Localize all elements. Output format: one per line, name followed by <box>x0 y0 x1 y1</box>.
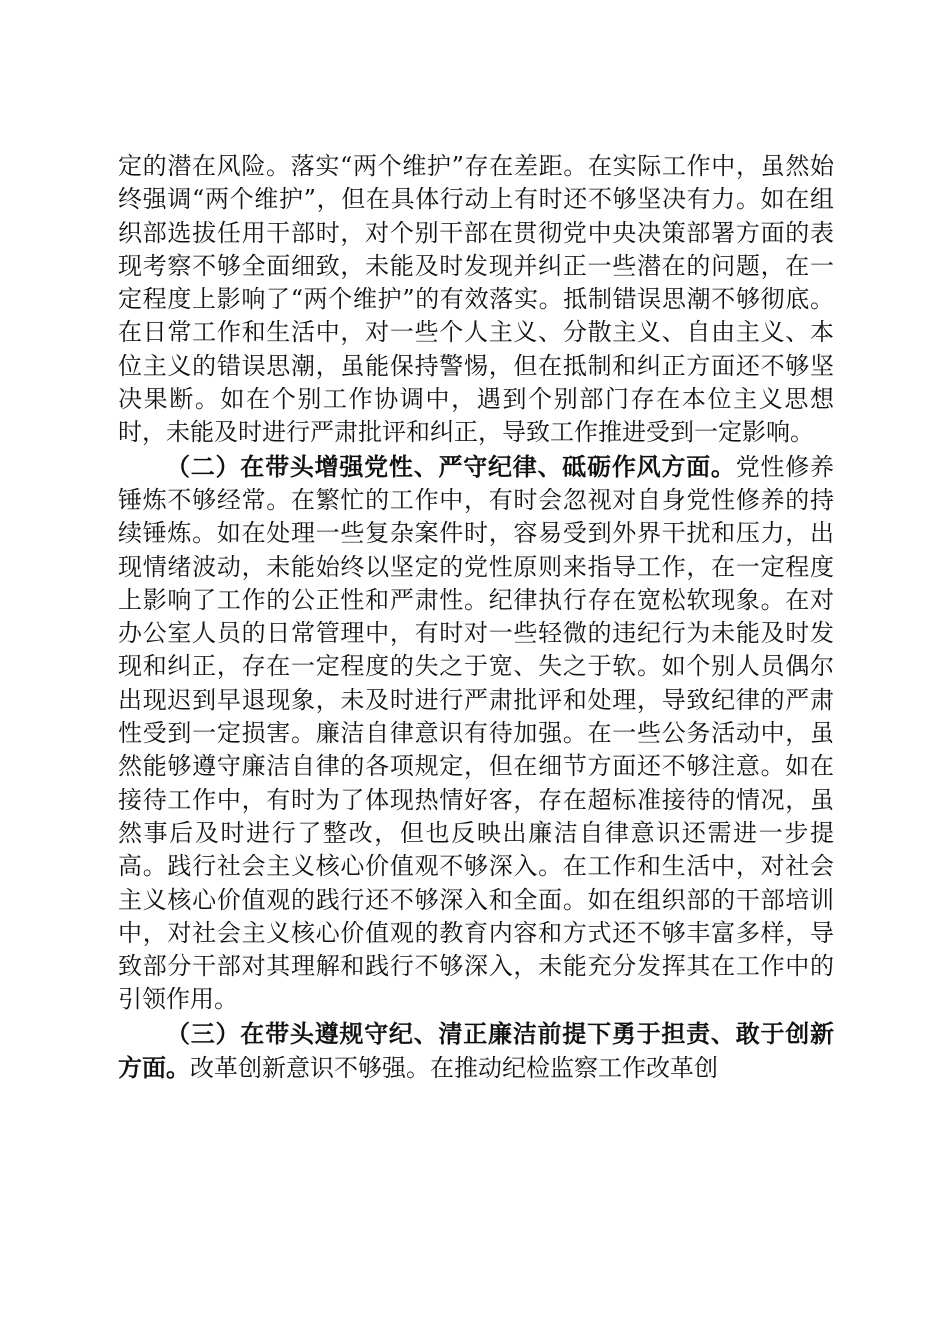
section-2-heading: （二）在带头增强党性、严守纪律、砥砺作风方面。 <box>166 451 736 481</box>
section-3-heading: （三）在带头遵规守纪、清正廉洁前提下勇于担责、敢于创新方面。 <box>118 1018 834 1083</box>
paragraph-section-2 <box>118 450 834 1017</box>
section-3-body: 改革创新意识不够强。在推动纪检监察工作改革创 <box>190 1054 718 1083</box>
document-page <box>118 150 834 1085</box>
paragraph-section-3 <box>118 1017 834 1086</box>
section-2-body: 党性修养锤炼不够经常。在繁忙的工作中，有时会忽视对自身党性修养的持续锤炼。如在处理一些复杂案件时，容易受到外界干扰和压力，出现情绪波动，未能始终以坚定的党性原则来指导工作，在一定程度上影响了工作的公正性和严肃性。纪律执行存在宽松软现象。在对办公室人员的日常管理中，有时对一些轻微的违纪行为未能及时发现和纠正，存在一定程度的失之于宽、失之于软。如个别人员偶尔出现迟到早退现象，未及时进行严肃批评和处理，导致纪律的严肃性受到一定损害。廉洁自律意识有待加强。在一些公务活动中，虽然能够遵守廉洁自律的各项规定，但在细节方面还不够注意。如在接待工作中，有时为了体现热情好客，存在超标准接待的情况，虽然事后及时进行了整改，但也反映出廉洁自律意识还需进一步提高。践行社会主义核心价值观不够深入。在工作和生活中，对社会主义核心价值观的践行还不够深入和全面。如在组织部的干部培训中，对社会主义核心价值观的教育内容和方式还不够丰富多样，导致部分干部对其理解和践行不够深入，未能充分发挥其在工作中的引领作用。 <box>118 452 835 1014</box>
paragraph-continuation: 定的潜在风险。落实“两个维护”存在差距。在实际工作中，虽然始终强调“两个维护”，但在具体行动上有时还不够坚决有力。如在组织部选拔任用干部时，对个别干部在贯彻党中央决策部署方面的表现考察不够全面细致，未能及时发现并纠正一些潜在的问题，在一定程度上影响了“两个维护”的有效落实。抵制错误思潮不够彻底。在日常工作和生活中，对一些个人主义、分散主义、自由主义、本位主义的错误思潮，虽能保持警惕，但在抵制和纠正方面还不够坚决果断。如在个别工作协调中，遇到个别部门存在本位主义思想时，未能及时进行严肃批评和纠正，导致工作推进受到一定影响。 <box>118 152 834 447</box>
